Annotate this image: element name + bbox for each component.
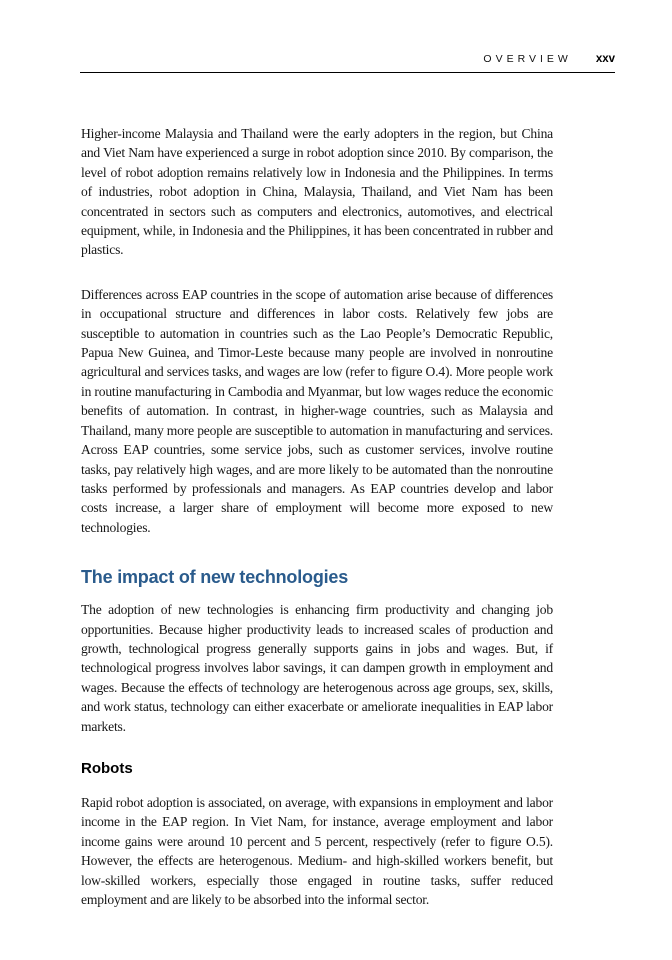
section-heading-impact-of-new-technologies: The impact of new technologies — [81, 567, 349, 588]
page-number: xxv — [595, 53, 615, 65]
paragraph-technology-adoption-effects: The adoption of new technologies is enhancing firm productivity and changing job opportunities. Because higher productivity leads to increased scales of production and growth, technological progress generally supports gains in jobs and wages. But, if technological progress involves labor savings, it can dampen growth in employment and wages. Because the effects of technology are heterogenous across age groups, sex, skills, and work status, technology can either exacerbate or ameliorate inequalities in EAP labor markets. — [81, 602, 553, 734]
paragraph-automation-differences: Differences across EAP countries in the scope of automation arise because of differences in occupational structure and differences in labor costs. Relatively few jobs are susceptible to automation in countries such as the Lao People’s Democratic Republic, Papua New Guinea, and Timor-Leste because many people are involved in nonroutine agricultural and services tasks, and wages are low (refer to figure O.4). More people work in routine manufacturing in Cambodia and Myanmar, but low wages reduce the economic benefits of automation. In contrast, in higher-wage countries, such as Malaysia and Thailand, many more people are susceptible to automation in manufacturing and services. Across EAP countries, some service jobs, such as customer services, involve routine tasks, pay relatively high wages, and are more likely to be automated than the nonroutine tasks performed by professionals and managers. As EAP countries develop and labor costs increase, a larger share of employment will become more exposed to new technologies. — [81, 286, 553, 535]
paragraph-robots-employment-effects: Rapid robot adoption is associated, on average, with expansions in employment and labor income in the EAP region. In Viet Nam, for instance, average employment and labor income gains were around 10 percent and 5 percent, respectively (refer to figure O.5). However, the effects are heterogenous. Medium- and high-skilled workers benefit, but low-skilled workers, especially those engaged in routine tasks, suffer reduced employment and are likely to be absorbed into the informal sector. — [81, 794, 553, 907]
header-row — [80, 53, 615, 65]
page-body — [81, 124, 553, 909]
subsection-heading-robots: Robots — [81, 759, 133, 777]
header-rule — [80, 72, 615, 73]
running-title: OVERVIEW — [483, 53, 572, 65]
page-header — [80, 0, 615, 73]
paragraph-robot-adoption: Higher-income Malaysia and Thailand were the early adopters in the region, but China and Viet Nam have experienced a surge in robot adoption since 2010. By comparison, the level of robot adoption remains relatively low in Indonesia and the Philippines. In terms of industries, robot adoption in China, Malaysia, Thailand, and Viet Nam has been concentrated in sectors such as computers and electronics, automotives, and electrical equipment, while, in Indonesia and the Philippines, it has been concentrated in rubber and plastics. — [81, 126, 553, 258]
